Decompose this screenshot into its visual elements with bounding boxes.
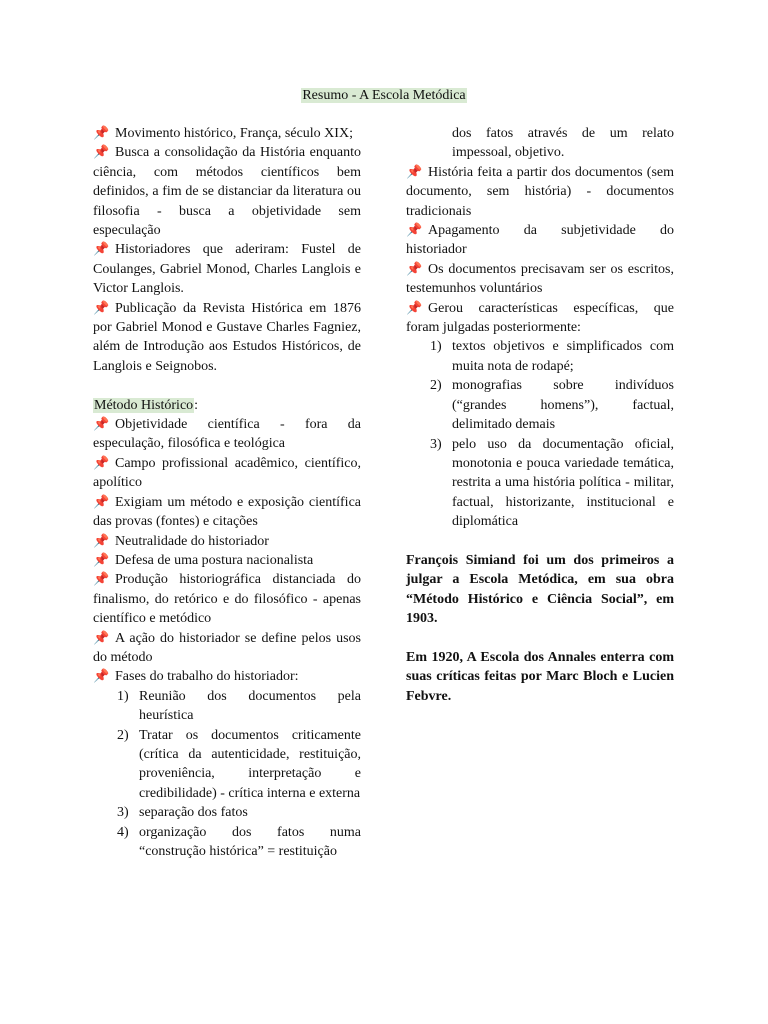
method-item: 📌 A ação do historiador se define pelos usos do método: [93, 630, 361, 665]
intro-item: 📌 Movimento histórico, França, século XIX;: [93, 126, 353, 141]
method-item: 📌 Exigiam um método e exposição científica das provas (fontes) e citações: [93, 494, 361, 530]
right-item: 📌 Os documentos precisavam ser os escritos, testemunhos voluntários: [406, 261, 674, 297]
document-title-text: Resumo - A Escola Metódica: [302, 88, 466, 103]
pushpin-icon: 📌: [93, 533, 110, 549]
pushpin-icon: 📌: [93, 552, 110, 568]
pushpin-icon: 📌: [93, 630, 110, 646]
right-item: 📌 Apagamento da subjetividade do historiador: [406, 223, 674, 258]
pushpin-icon: 📌: [93, 572, 110, 588]
list-item-continuation: dos fatos através de um relato impessoal, objetivo.: [452, 126, 674, 161]
section-heading: Método Histórico:: [94, 397, 199, 413]
bold-paragraph: François Simiand foi um dos primeiros a julgar a Escola Metódica, em sua obra “Método Histórico e Ciência Social”, em 1903.: [406, 552, 674, 627]
pushpin-icon: 📌: [406, 300, 423, 316]
pushpin-icon: 📌: [93, 455, 110, 471]
method-item: 📌 Objetividade científica - fora da especulação, filosófica e teológica: [93, 417, 361, 452]
spacer: [93, 376, 361, 395]
method-item: 📌 Campo profissional acadêmico, científico, apolítico: [93, 455, 361, 491]
list-item: 3) separação dos fatos: [117, 805, 248, 821]
list-item: 1) textos objetivos e simplificados com muita nota de rodapé;: [430, 339, 674, 374]
left-column: [93, 124, 361, 861]
intro-item: 📌 Publicação da Revista Histórica em 1876 por Gabriel Monod e Gustave Charles Fagniez, além de Introdução aos Estudos Históricos, de Langlois e Seignobos.: [93, 300, 361, 374]
spacer: [406, 532, 674, 551]
list-item: 2) monografias sobre indivíduos (“grandes homens”), factual, delimitado demais: [430, 378, 674, 433]
phases-list: [93, 687, 361, 862]
pushpin-icon: 📌: [93, 145, 110, 161]
pushpin-icon: 📌: [93, 242, 110, 258]
bold-paragraph: Em 1920, A Escola dos Annales enterra com suas críticas feitas por Marc Bloch e Lucien Febvre.: [406, 649, 674, 704]
intro-item: 📌 Historiadores que aderiram: Fustel de Coulanges, Gabriel Monod, Charles Langlois e Victor Langlois.: [93, 242, 361, 297]
pushpin-icon: 📌: [406, 223, 423, 239]
method-item: 📌 Defesa de uma postura nacionalista: [93, 552, 314, 568]
right-item: 📌 Gerou características específicas, que foram julgadas posteriormente:: [406, 300, 674, 336]
pushpin-icon: 📌: [406, 164, 423, 180]
list-item: 2) Tratar os documentos criticamente (crítica da autenticidade, restituição, proveniência, interpretação e credibilidade) - crítica interna e externa: [117, 727, 361, 801]
pushpin-icon: 📌: [93, 494, 110, 510]
pushpin-icon: 📌: [406, 261, 423, 277]
section-heading-text: Método Histórico: [94, 397, 194, 413]
pushpin-icon: 📌: [93, 669, 110, 685]
list-item: 1) Reunião dos documentos pela heurística: [117, 688, 361, 724]
method-item: 📌 Produção historiográfica distanciada do finalismo, do retórico e do filosófico - apenas científico e metódico: [93, 572, 361, 627]
pushpin-icon: 📌: [93, 417, 110, 433]
spacer: [406, 629, 674, 648]
characteristics-list: [406, 337, 674, 531]
pushpin-icon: 📌: [93, 126, 110, 141]
intro-item: 📌 Busca a consolidação da História enquanto ciência, com métodos científicos bem definidos, a fim de se distanciar da literatura ou filosofia - busca a objetividade sem especulação: [93, 145, 361, 239]
list-item: 3) pelo uso da documentação oficial, monotonia e pouca variedade temática, restrita a uma história política - militar, factual, historizante, institucional e diplomática: [430, 436, 674, 530]
method-item: 📌 Fases do trabalho do historiador:: [93, 669, 299, 685]
right-column: [406, 124, 674, 706]
right-item: 📌 História feita a partir dos documentos (sem documento, sem história) - documentos tradicionais: [406, 164, 674, 219]
document-title: [0, 86, 768, 105]
pushpin-icon: 📌: [93, 300, 110, 316]
list-item: 4) organização dos fatos numa “construção histórica” = restituição: [117, 824, 361, 860]
method-item: 📌 Neutralidade do historiador: [93, 533, 269, 549]
